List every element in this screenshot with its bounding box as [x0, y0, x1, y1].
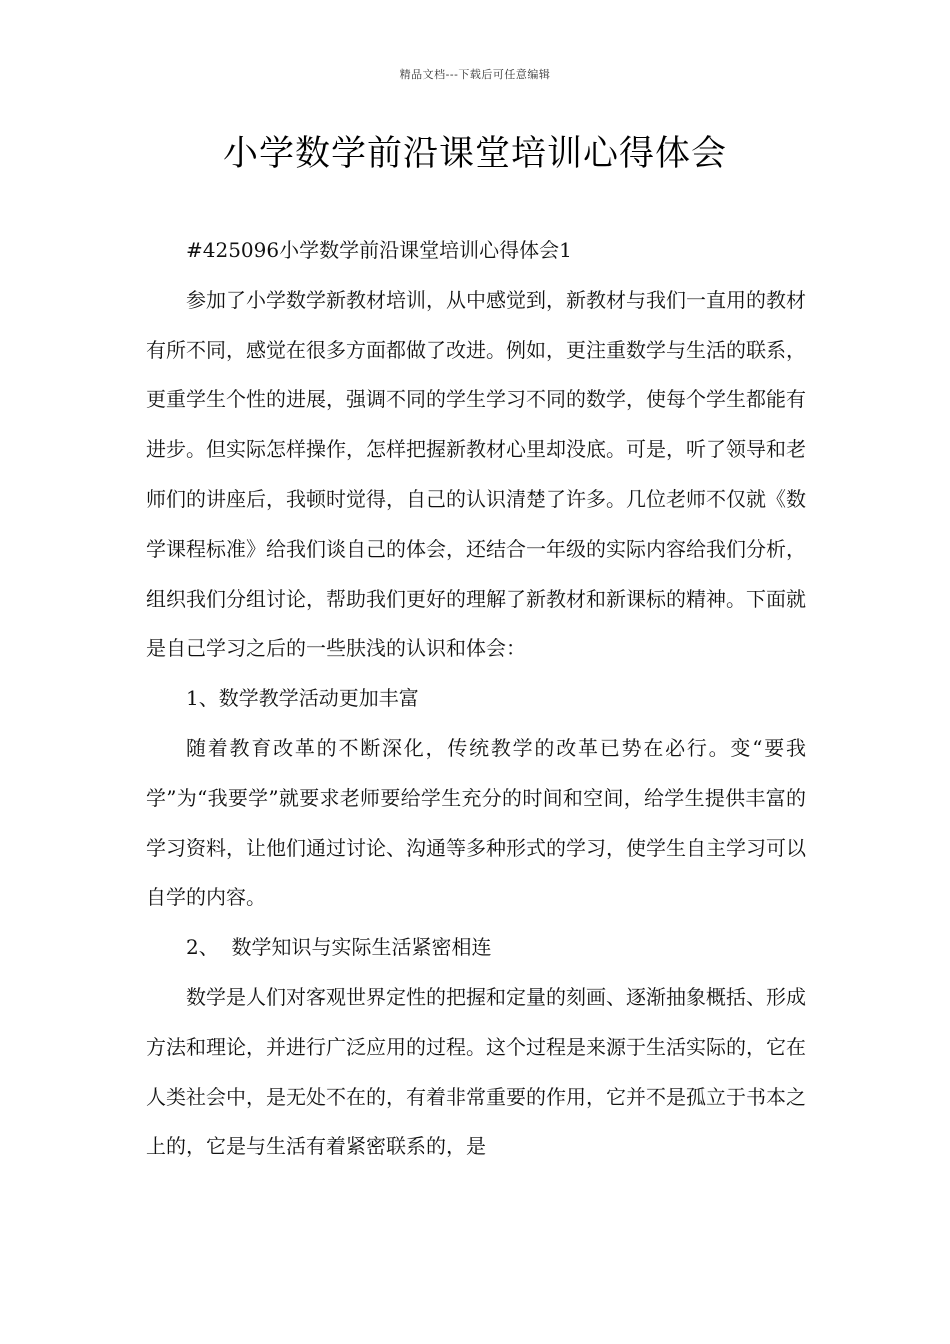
- document-subtitle: #425096小学数学前沿课堂培训心得体会1: [186, 238, 572, 262]
- paragraph-intro: 参加了小学数学新教材培训，从中感觉到，新教材与我们一直用的教材有所不同，感觉在很多方面都做了改进。例如，更注重数学与生活的联系，更重学生个性的进展，强调不同的学生学习不同的数学，使每个学生都能有进步。但实际怎样操作，怎样把握新教材心里却没底。可是，听了领导和老师们的讲座后，我顿时觉得，自己的认识清楚了许多。几位老师不仅就《数学课程标准》给我们谈自己的体会，还结合一年级的实际内容给我们分析，组织我们分组讨论，帮助我们更好的理解了新教材和新课标的精神。下面就是自己学习之后的一些肤浅的认识和体会：: [146, 287, 806, 661]
- section-heading-2: 2、 数学知识与实际生活紧密相连: [186, 935, 492, 960]
- paragraph-section-2: 数学是人们对客观世界定性的把握和定量的刻画、逐渐抽象概括、形成方法和理论，并进行广泛应用的过程。这个过程是来源于生活实际的，它在人类社会中，是无处不在的，有着非常重要的作用，它并不是孤立于书本之上的，它是与生活有着紧密联系的，是: [146, 984, 806, 1159]
- header-note: 精品文档---下载后可任意编辑: [399, 68, 551, 81]
- document-body: [146, 226, 806, 1172]
- paragraph-section-1: 随着教育改革的不断深化，传统教学的改革已势在必行。变“要我学”为“我要学”就要求老师要给学生充分的时间和空间，给学生提供丰富的学习资料，让他们通过讨论、沟通等多种形式的学习，使学生自主学习可以自学的内容。: [146, 735, 806, 910]
- document-title: 小学数学前沿课堂培训心得体会: [222, 134, 727, 174]
- section-heading-1: 1、数学教学活动更加丰富: [186, 686, 419, 711]
